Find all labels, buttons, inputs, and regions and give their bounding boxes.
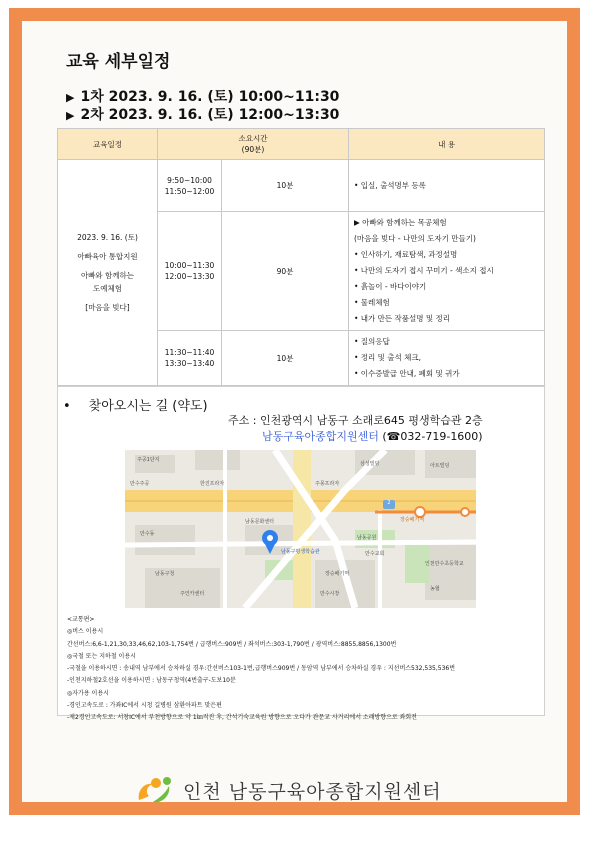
schedule-table xyxy=(57,128,545,386)
map-label: 만수교회 xyxy=(365,551,385,557)
table-header-row xyxy=(58,129,545,160)
time-cell: 11:30~11:40 13:30~13:40 xyxy=(158,331,222,386)
map-pin-label: 남동구평생학습관 xyxy=(281,549,320,555)
map-label: 만수시장 xyxy=(320,591,340,597)
header-content: 내 용 xyxy=(349,129,545,160)
time-cell: 10:00~11:30 12:00~13:30 xyxy=(158,212,222,331)
transport-info: <교통편> ◎버스 이용시 간선버스:6,6-1,21,30,33,46,62,103-1,754번 / 급행버스:909번 / 좌석버스:303-1,790번 / 광역버스:8855,8856,1300번 ◎국철 또는 지하철 이용시 -국철을 이용하시면 : 송내역 남부에서 승차하실 경우:간선버스103-1번,급행버스909번 / 동암역 남부에서 승차하실 경우 : 지선버스532,535,536번 -인천지하철2호선을 이용하시면 : 남동구청역(4번출구-도보10분 ◎자가용 이용시 -경인고속도로 : 가좌IC에서 시청 길병원 삼환아파트 맞은편 -제2경인고속도로: 서창IC에서 부천방향으로 약 1㎞직진 후, 간석기숙교육원 방향으로 오다가 관문교 사거리에서 소래방향으로 좌회전 xyxy=(67,616,456,722)
map-label: 주인카센터 xyxy=(180,591,205,597)
header-schedule: 교육일정 xyxy=(58,129,158,160)
arrow-icon: ▶ xyxy=(66,109,75,122)
arrow-icon: ▶ xyxy=(66,91,75,104)
map-label: 인천만수초등학교 xyxy=(425,561,464,567)
map-label: 장승배기역 xyxy=(325,571,350,577)
map-label: 주몽프라자 xyxy=(315,481,340,487)
table-row xyxy=(58,160,545,212)
footer-text: 인천 남동구육아종합지원센터 xyxy=(183,780,442,803)
date-cell: 2023. 9. 16. (토) 아빠육아 통합지원 아빠와 함께하는 도예체험 [마음을 빚다] xyxy=(58,160,158,386)
time-cell: 9:50~10:00 11:50~12:00 xyxy=(158,160,222,212)
map-label: 아트빌딩 xyxy=(430,463,450,469)
session-1: ▶ 1차 2023. 9. 16. (토) 10:00~11:30 xyxy=(66,89,340,105)
map-label: 주공1단지 xyxy=(137,457,160,463)
map-label: 남동문화센터 xyxy=(245,519,274,525)
header-duration: 소요시간 (90분) xyxy=(158,129,349,160)
map-label: 만수동 xyxy=(140,531,155,537)
subway-line-badge: 2 xyxy=(387,500,391,506)
map-label: 한진프라자 xyxy=(200,481,225,487)
page-title: 교육 세부일정 xyxy=(66,52,171,72)
duration-cell: 90분 xyxy=(222,212,349,331)
center-name: 남동구육아종합지원센터 xyxy=(262,430,379,443)
center-logo-icon xyxy=(135,774,175,806)
map-label: 남동구청 xyxy=(155,571,175,577)
duration-cell: 10분 xyxy=(222,160,349,212)
phone-number: (☎032-719-1600) xyxy=(382,430,483,443)
map-label: 남동공원 xyxy=(357,535,377,541)
footer xyxy=(135,774,442,806)
content-cell: ▶ 아빠와 함께하는 목공체험 (마음을 빚다 - 나만의 도자기 만들기) • 인사하기, 재료탐색, 과정설명 • 나만의 도자기 접시 꾸미기 - 색소지 접시 • 흙놀이 - 바다이야기 • 물레체험 • 내가 만든 작품설명 및 정리 xyxy=(349,212,545,331)
map-label: 농협 xyxy=(430,586,440,592)
content-cell: • 질의응답 • 정리 및 출석 체크, • 이수증발급 안내, 폐회 및 귀가 xyxy=(349,331,545,386)
station-label: 장승배기역 xyxy=(400,517,425,523)
duration-cell: 10분 xyxy=(222,331,349,386)
map-label: 삼성빌딩 xyxy=(360,461,380,467)
session-2: ▶ 2차 2023. 9. 16. (토) 12:00~13:30 xyxy=(66,107,340,123)
center-contact xyxy=(262,428,483,444)
map-svg xyxy=(125,450,476,608)
location-map xyxy=(125,450,476,608)
map-label: 만수주공 xyxy=(130,481,150,487)
content-cell: • 입실, 출석명부 등록 xyxy=(349,160,545,212)
directions-title: • 찾아오시는 길 (약도) xyxy=(63,399,208,414)
address-text: 주소 : 인천광역시 남동구 소래로645 평생학습관 2층 xyxy=(228,414,483,427)
